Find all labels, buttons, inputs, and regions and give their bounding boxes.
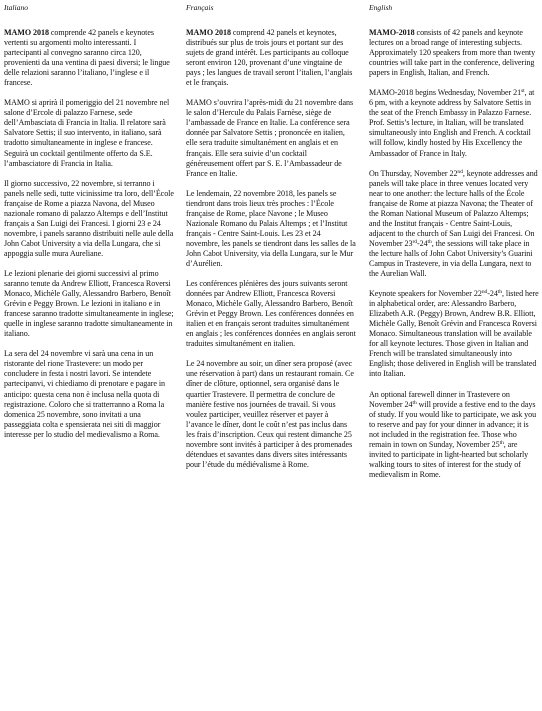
english-column [369, 0, 539, 480]
english-opening-sup: st [521, 88, 525, 95]
english-dinner-text-c: , are invited to participate in light-hearted but scholarly walking tours to sites of interest for the study of medievalism in Rome. [369, 439, 529, 479]
french-paragraph-keynotes: Les conférences plénières des jours suivants seront données par Andrew Elliott, Francesca Roversi Monaco, Michèle Gally, Alessandro Barbero, Benoît Grévin et Peggy Brown. Les conférences données en italien et en français seront traduites simultanément en anglais ; les conférences données en anglais seront traduites simultanément en italien. [186, 279, 356, 349]
english-paragraph-venues [369, 169, 539, 280]
english-venues-sup-1: nd [457, 168, 463, 175]
english-opening-text-a: MAMO-2018 begins Wednesday, November 21 [369, 88, 522, 98]
italian-paragraph-intro [4, 28, 175, 88]
english-intro-bold: MAMO-2018 [369, 28, 415, 37]
italian-heading: Italiano [4, 3, 29, 12]
french-paragraph-opening: MAMO s’ouvrira l’après-midi du 21 novembre dans le salon d’Hercule du Palais Farnèse, siège de l’ambassade de France en Italie. La conférence sera donnée par Salvatore Settis ; prononcée en italien, elle sera traduite simultanément en anglais et en français. Elle sera suivie d’un cocktail généreusement offert par S. E. l’Ambassadeur de France en Italie. [186, 98, 354, 178]
english-venues-text-b: , keynote addresses and panels will take place in three venues located very near to one another: the lecture halls of the École française de Rome at piazza Navona; the Theater of the Roman National Museum of Palazzo Altemps; and the Institut français - Centre Saint-Louis, adjacent to the church of San Luigi dei Francesi. On November 23 [369, 168, 538, 248]
french-paragraph-dinner: Le 24 novembre au soir, un dîner sera proposé (avec une réservation à part) dans un restaurant romain. Ce dîner de clôture, optionnel, sera organisé dans le quartier Trastevere. Il permettra de conclure de manière festive nos journées de travail. Si vous voulez participer, veuillez réserver et payer à l’avance le dîner, dont le coût n’est pas inclus dans les frais d’inscription. Ceux qui restent dimanche 25 novembre sont invités à participer à des promenades détendues et savantes dans divers sites intéressants pour l’étude du médiévalisme à Rome. [186, 359, 354, 469]
french-heading: Français [186, 3, 214, 12]
english-dinner-sup-2: th [499, 439, 504, 446]
italian-paragraph-opening: MAMO si aprirà il pomeriggio del 21 novembre nel salone d’Ercole di palazzo Farnese, sede dell’Ambasciata di Francia in Italia. Il relatore sarà Salvatore Settis; il suo intervento, in italiano, sarà tradotto simultaneamente in inglese e francese. Seguirà un cocktail gentilmente offerto da S.E. l’ambasciatore di Francia in Italia. [4, 98, 170, 168]
french-paragraph-intro [186, 28, 356, 88]
english-venues-text-d: , the sessions will take place in the lecture halls of John Cabot University’s Guarini Campus in Trastevere, in via della Lungara, next to the Aurelian Wall. [369, 238, 533, 279]
english-venues-text-a: On Thursday, November 22 [369, 168, 458, 178]
english-keynotes-text-a: Keynote speakers for November 22 [369, 289, 482, 299]
english-keynotes-sup-1: nd [481, 289, 488, 296]
english-opening-text-b: , at 6 pm, with a keynote address by Salvatore Settis in the seat of the French Embassy in Palazzo Farnese. Prof. Settis’s lecture, in Italian, will be translated simultaneously into English and French. A cocktail will follow, kindly hosted by His Excellency the Ambassador of France in Italy. [369, 88, 535, 158]
english-keynotes-text-b: -24 [487, 289, 498, 299]
italian-paragraph-keynotes: Le lezioni plenarie dei giorni successivi al primo saranno tenute da Andrew Elliott, Francesca Roversi Monaco, Michèle Gally, Alessandro Barbero, Benoît Grévin e Peggy Brown. Le lezioni in italiano e in francese saranno tradotte simultaneamente in inglese; quelle in inglese saranno tradotte simultaneamente in italiano. [4, 268, 174, 339]
italian-intro-text: comprende 42 panels e keynotes vertenti su argomenti molto interessanti. I partecipanti al convegno saranno circa 120, provenienti da una ventina di paesi diversi; le lingue delle relazioni saranno l’italiano, l’inglese e il francese. [4, 28, 170, 88]
english-dinner-text-b: will provide a festive end to the days of study. If you would like to participate, we ask you to reserve and pay for your dinner in advance; it is not included in the registration fee. Those who remain in town on Sunday, November 25 [369, 399, 537, 449]
french-column [186, 0, 356, 470]
english-keynotes-sup-2: th [497, 289, 502, 296]
italian-column [4, 0, 175, 440]
english-paragraph-intro [369, 28, 539, 78]
english-keynotes-text-c: , listed here in alphabetical order, are: Alessandro Barbero, Elizabeth A.R. (Peggy) Brown, Andrew B.R. Elliott, Michèle Gally, Benoît Grévin and Francesca Roversi Monaco. Simultaneous translation will be available for all keynote lectures. Those given in Italian and French will be translated simultaneously into English; those delivered in English will be translated into Italian. [369, 289, 539, 379]
english-paragraph-dinner [369, 390, 539, 480]
english-dinner-text-a: An optional farewell dinner in Trastevere on November 24 [369, 389, 510, 409]
italian-intro-bold: MAMO 2018 [4, 28, 49, 37]
english-dinner-sup-1: th [412, 399, 417, 406]
french-intro-text: comprend 42 panels et keynotes, distribués sur plus de trois jours et portant sur des sujets de grand intérêt. Les participants au colloque seront environ 120, provenant d’une vingtaine de pays ; les langues de travail seront l’italien, l’anglais et le français. [186, 28, 353, 88]
french-intro-bold: MAMO 2018 [186, 28, 231, 37]
italian-paragraph-venues: Il giorno successivo, 22 novembre, si terranno i panels nelle sedi, tutte vicinissime tra loro, dell’École française de Rome a piazza Navona, del Museo nazionale romano di palazzo Altemps e dell’Institut français a San Luigi dei Francesi. I giorni 23 e 24 novembre, i panels saranno distribuiti nelle aule della John Cabot University a via della Lungara, che si appoggia sulle mura Aureliane. [4, 178, 174, 258]
english-venues-sup-2: rd [412, 238, 417, 245]
english-venues-text-c: -24 [416, 238, 428, 248]
english-heading: English [369, 3, 393, 12]
italian-paragraph-dinner: La sera del 24 novembre vi sarà una cena in un ristorante del rione Trastevere: un modo per concludere in festa i nostri lavori. Se intendete partecipanvi, vi chiediamo di prenotare e pagare in anticipo: questa cena non è inclusa nella quota di registrazione. Coloro che si tratterranno a Roma la domenica 25 novembre, sono invitati a una passeggiata colta e spensierata nei siti di maggior interesse per lo studio del medievalismo a Roma. [4, 349, 165, 439]
french-paragraph-venues: Le lendemain, 22 novembre 2018, les panels se tiendront dans trois lieux très proches : l’École française de Rome, place Navone ; le Museo Nazionale Romano du Palais Altemps ; et l’Institut français - Centre Saint-Louis. Les 23 et 24 novembre, les panels se tiendront dans les salles de la John Cabot University, via della Lungara, sur le Mur d’Aurélien. [186, 188, 356, 268]
english-intro-text: consists of 42 panels and keynote lectures on a broad range of interesting subjects. Approximately 120 speakers from more than twenty countries will take part in the conference, delivering papers in English, Italian, and French. [369, 28, 536, 78]
english-venues-sup-3: th [427, 238, 432, 245]
english-paragraph-keynotes [369, 289, 539, 379]
english-paragraph-opening [369, 88, 539, 158]
